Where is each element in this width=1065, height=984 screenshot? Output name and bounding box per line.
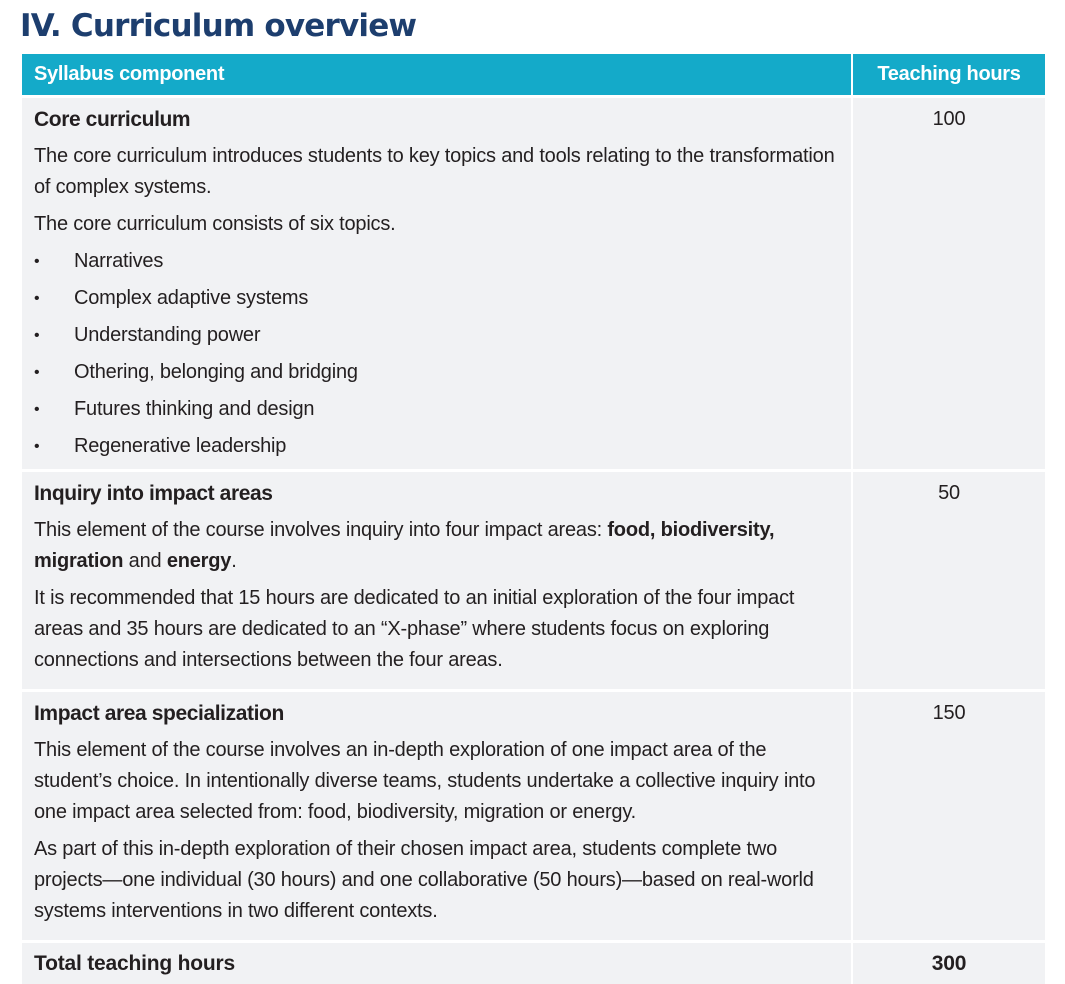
component-cell [22, 97, 852, 471]
column-header-hours: Teaching hours [852, 54, 1045, 97]
list-item: • Understanding power [34, 320, 839, 351]
table-row-total [22, 942, 1045, 984]
table-row-core-curriculum [22, 97, 1045, 471]
table-header-row [22, 54, 1045, 97]
component-cell [22, 691, 852, 942]
impact-area-emphasis: energy [167, 550, 231, 572]
list-item: • Othering, belonging and bridging [34, 357, 839, 388]
table-row-impact-area-specialization [22, 691, 1045, 942]
component-description: This element of the course involves an in-depth exploration of one impact area of the student’s choice. In intentionally diverse teams, students undertake a collective inquiry into one impact area selected from: food, biodiversity, migration or energy. [34, 735, 839, 828]
list-item: • Complex adaptive systems [34, 283, 839, 314]
column-header-component: Syllabus component [22, 54, 852, 97]
curriculum-table [22, 54, 1045, 984]
hours-value: 150 [852, 691, 1045, 942]
component-title: Core curriculum [34, 104, 839, 135]
component-description: The core curriculum consists of six topics. [34, 209, 839, 240]
topic-list [34, 246, 839, 462]
component-description [34, 515, 839, 577]
list-item: • Narratives [34, 246, 839, 277]
component-cell [22, 471, 852, 691]
hours-value: 100 [852, 97, 1045, 471]
page-title: IV. Curriculum overview [20, 8, 416, 44]
component-description: As part of this in-depth exploration of their chosen impact area, students complete two projects—one individual (30 hours) and one collaborative (50 hours)—based on real-world systems interventions in two different contexts. [34, 834, 839, 927]
table-row-inquiry-impact-areas [22, 471, 1045, 691]
impact-areas-emphasis: food, biodiversity, migration [34, 519, 774, 572]
list-item: • Regenerative leadership [34, 431, 839, 462]
total-label: Total teaching hours [22, 942, 852, 984]
text-segment: and [123, 550, 166, 572]
text-segment: . [231, 550, 236, 572]
total-hours-value: 300 [852, 942, 1045, 984]
component-description: The core curriculum introduces students to key topics and tools relating to the transformation of complex systems. [34, 141, 839, 203]
component-description: It is recommended that 15 hours are dedicated to an initial exploration of the four impact areas and 35 hours are dedicated to an “X-phase” where students focus on exploring connections and intersections between the four areas. [34, 583, 839, 676]
list-item: • Futures thinking and design [34, 394, 839, 425]
component-title: Inquiry into impact areas [34, 478, 839, 509]
text-segment: This element of the course involves inquiry into four impact areas: [34, 519, 607, 541]
component-title: Impact area specialization [34, 698, 839, 729]
hours-value: 50 [852, 471, 1045, 691]
